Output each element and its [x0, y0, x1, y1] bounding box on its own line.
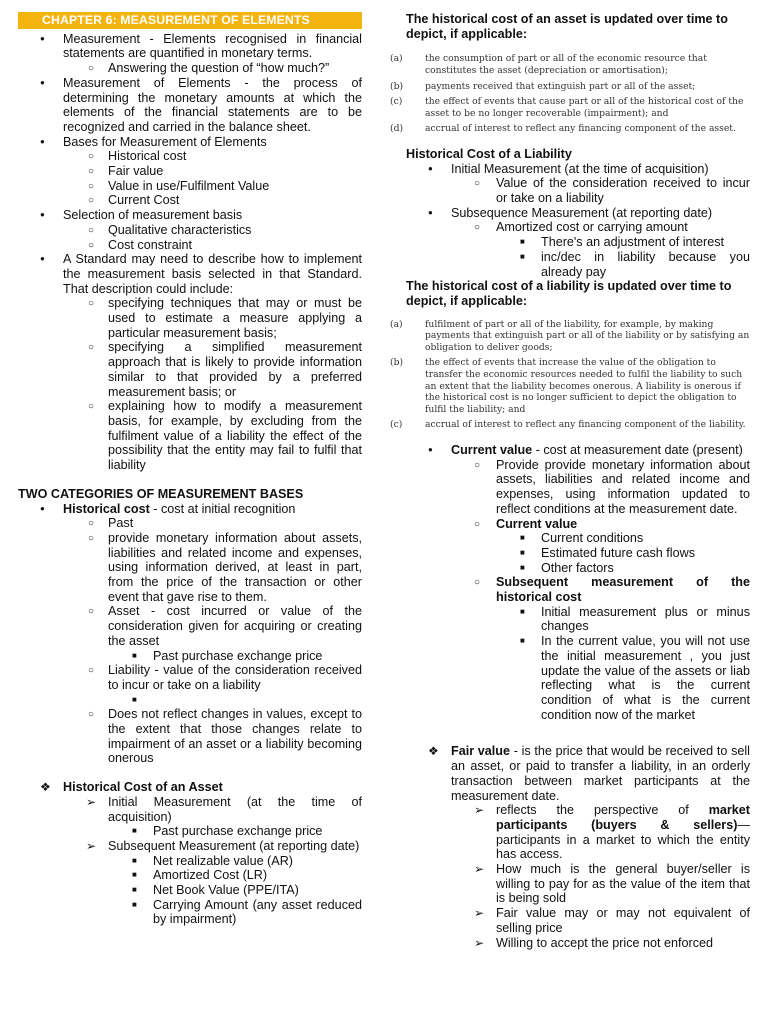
liability-heading: Historical Cost of a Liability: [406, 146, 572, 161]
list-item: ■ There's an adjustment of interest: [406, 235, 750, 250]
list-item: [18, 693, 362, 708]
circle-bullet-icon: [474, 575, 480, 592]
list-item: ○ Asset - cost incurred or value of the consideration given for acquiring or creating the asset: [18, 604, 362, 648]
list-item: ● Measurement of Elements - the process of determining the monetary amounts at which the elements of the financial statements are to be recognized and carried in the balance sheet.: [18, 76, 362, 135]
excerpt-item: (b) payments received that extinguish part or all of the asset;: [390, 80, 696, 92]
excerpt-item: (a) fulfilment of part or all of the liability, for example, by making payments that extinguish part or all of the liability or by satisfying an obligation to deliver goods;: [390, 318, 750, 353]
list-item: ○ Current value: [406, 517, 750, 532]
list-item: ➢ How much is the general buyer/seller is willing to pay for as the value of the item that is being sold: [406, 862, 750, 906]
bullet-icon: [40, 32, 45, 49]
circle-bullet-icon: [474, 458, 480, 475]
bullet-icon: [40, 76, 45, 93]
list-item: ■ Estimated future cash flows: [406, 546, 750, 561]
list-item: ■ inc/dec in liability because you already pay: [406, 250, 750, 279]
list-item: ● Bases for Measurement of Elements: [18, 135, 362, 150]
list-item: ○ Qualitative characteristics: [18, 223, 362, 238]
list-item: ○ Subsequent measurement of the historical cost: [406, 575, 750, 604]
list-item: ● Historical cost - cost at initial recognition: [18, 502, 362, 517]
list-item: ● Measurement - Elements recognised in financial statements are quantified in monetary terms.: [18, 32, 362, 61]
arrow-bullet-icon: [86, 795, 96, 810]
list-item: ○ Amortized cost or carrying amount: [406, 220, 750, 235]
excerpt-item: (c) the effect of events that cause part or all of the historical cost of the asset to be no longer recoverable (impairment); and: [390, 96, 744, 119]
list-item: ○ Provide provide monetary information about assets, liabilities and related income and expenses, using information updated to reflect conditions at the measurement date.: [406, 458, 750, 517]
list-item: ○ Value in use/Fulfilment Value: [18, 179, 362, 194]
list-item: ○ Past: [18, 516, 362, 531]
excerpt-item: (b) the effect of events that increase the value of the obligation to transfer the economic resources needed to fulfil the liability to such an extent that the liability becomes onerous. A liability is onerous if the historical cost is no longer sufficient to depict the obligation to fulfil the liability; and: [390, 357, 743, 415]
list-item: ■ Carrying Amount (any asset reduced by impairment): [18, 898, 362, 927]
circle-bullet-icon: [88, 707, 94, 724]
list-item: ■ Net realizable value (AR): [18, 854, 362, 869]
circle-bullet-icon: [88, 531, 94, 548]
diamond-bullet-icon: [40, 780, 51, 795]
list-item: ■ In the current value, you will not use the initial measurement , you just update the value of the assets or liab reflecting what is the current condition of what is the current condition now of the market: [406, 634, 750, 722]
list-item: ■ Past purchase exchange price: [18, 824, 362, 839]
list-item: ● Initial Measurement (at the time of acquisition): [406, 162, 750, 177]
list-item: ○ Current Cost: [18, 193, 362, 208]
liability-excerpt: [390, 319, 752, 431]
excerpt-item: (c) accrual of interest to reflect any financing component of the liability.: [390, 419, 746, 431]
circle-bullet-icon: [88, 340, 94, 357]
circle-bullet-icon: [88, 663, 94, 680]
list-item: ● Current value - cost at measurement date (present): [406, 443, 750, 458]
arrow-bullet-icon: [474, 803, 484, 818]
asset-excerpt: [390, 53, 752, 135]
list-item: ➢ reflects the perspective of market participants (buyers & sellers)—participants in a market to which the entity has access.: [406, 803, 750, 862]
list-item: ● Subsequence Measurement (at reporting date): [406, 206, 750, 221]
left-column: [18, 0, 362, 927]
chapter-title: CHAPTER 6: MEASUREMENT OF ELEMENTS: [18, 12, 362, 29]
section-heading: TWO CATEGORIES OF MEASUREMENT BASES: [18, 486, 304, 501]
square-bullet-icon: [520, 250, 525, 267]
list-item: ■ Other factors: [406, 561, 750, 576]
list-item: ➢ Subsequent Measurement (at reporting date): [18, 839, 362, 854]
list-item: ○ provide monetary information about assets, liabilities and related income and expenses, using information derived, at least in part, from the price of the transaction or other event that gave rise to them.: [18, 531, 362, 605]
circle-bullet-icon: [88, 296, 94, 313]
list-item: ➢ Willing to accept the price not enforced: [406, 936, 750, 951]
square-bullet-icon: [520, 634, 525, 651]
circle-bullet-icon: [88, 604, 94, 621]
list-item: ➢ Initial Measurement (at the time of acquisition): [18, 795, 362, 824]
list-item: ■ Current conditions: [406, 531, 750, 546]
bullet-icon: [40, 252, 45, 269]
circle-bullet-icon: [474, 176, 480, 193]
excerpt-item: (a) the consumption of part or all of the economic resource that constitutes the asset (depreciation or amortisation);: [390, 53, 707, 76]
asset-update-heading: The historical cost of an asset is updated over time to depict, if applicable:: [406, 12, 728, 41]
list-item: ○ Does not reflect changes in values, except to the extent that those changes relate to impairment of an asset or a liability becoming onerous: [18, 707, 362, 766]
list-item: ○ Cost constraint: [18, 238, 362, 253]
list-item: ○ Fair value: [18, 164, 362, 179]
liability-update-heading: The historical cost of a liability is updated over time to depict, if applicable:: [406, 279, 732, 308]
list-item: ○ Liability - value of the consideration received to incur or take on a liability: [18, 663, 362, 692]
circle-bullet-icon: [88, 399, 94, 416]
list-item: ■ Past purchase exchange price: [18, 649, 362, 664]
list-item: ● A Standard may need to describe how to implement the measurement basis selected in that Standard. That description could include:: [18, 252, 362, 296]
list-item: ■ Initial measurement plus or minus changes: [406, 605, 750, 634]
arrow-bullet-icon: [86, 839, 96, 854]
excerpt-item: (d) accrual of interest to reflect any financing component of the asset.: [390, 123, 736, 135]
arrow-bullet-icon: [474, 936, 484, 951]
list-item: ○ Value of the consideration received to incur or take on a liability: [406, 176, 750, 205]
list-item: ○ specifying techniques that may or must be used to estimate a measure applying a particular measurement basis;: [18, 296, 362, 340]
right-column: [390, 0, 750, 950]
arrow-bullet-icon: [474, 906, 484, 921]
list-item: ○ Historical cost: [18, 149, 362, 164]
list-item: ○ Answering the question of “how much?”: [18, 61, 362, 76]
arrow-bullet-icon: [474, 862, 484, 877]
list-item: ○ explaining how to modify a measurement basis, for example, by excluding from the fulfilment value of a liability the effect of the possibility that the entity may fail to fulfil that liability: [18, 399, 362, 473]
square-bullet-icon: [520, 605, 525, 622]
list-item: ● Selection of measurement basis: [18, 208, 362, 223]
list-item: ■ Net Book Value (PPE/ITA): [18, 883, 362, 898]
list-item: ❖ Historical Cost of an Asset: [18, 780, 362, 795]
list-item: ❖ Fair value - is the price that would be received to sell an asset, or paid to transfer a liability, in an orderly transaction between market participants at the measurement date.: [406, 744, 750, 803]
list-item: ■ Amortized Cost (LR): [18, 868, 362, 883]
diamond-bullet-icon: [428, 744, 439, 759]
square-bullet-icon: [132, 898, 137, 915]
list-item: ○ specifying a simplified measurement approach that is likely to provide information similar to that provided by a preferred measurement basis; or: [18, 340, 362, 399]
list-item: ➢ Fair value may or may not equivalent of selling price: [406, 906, 750, 935]
